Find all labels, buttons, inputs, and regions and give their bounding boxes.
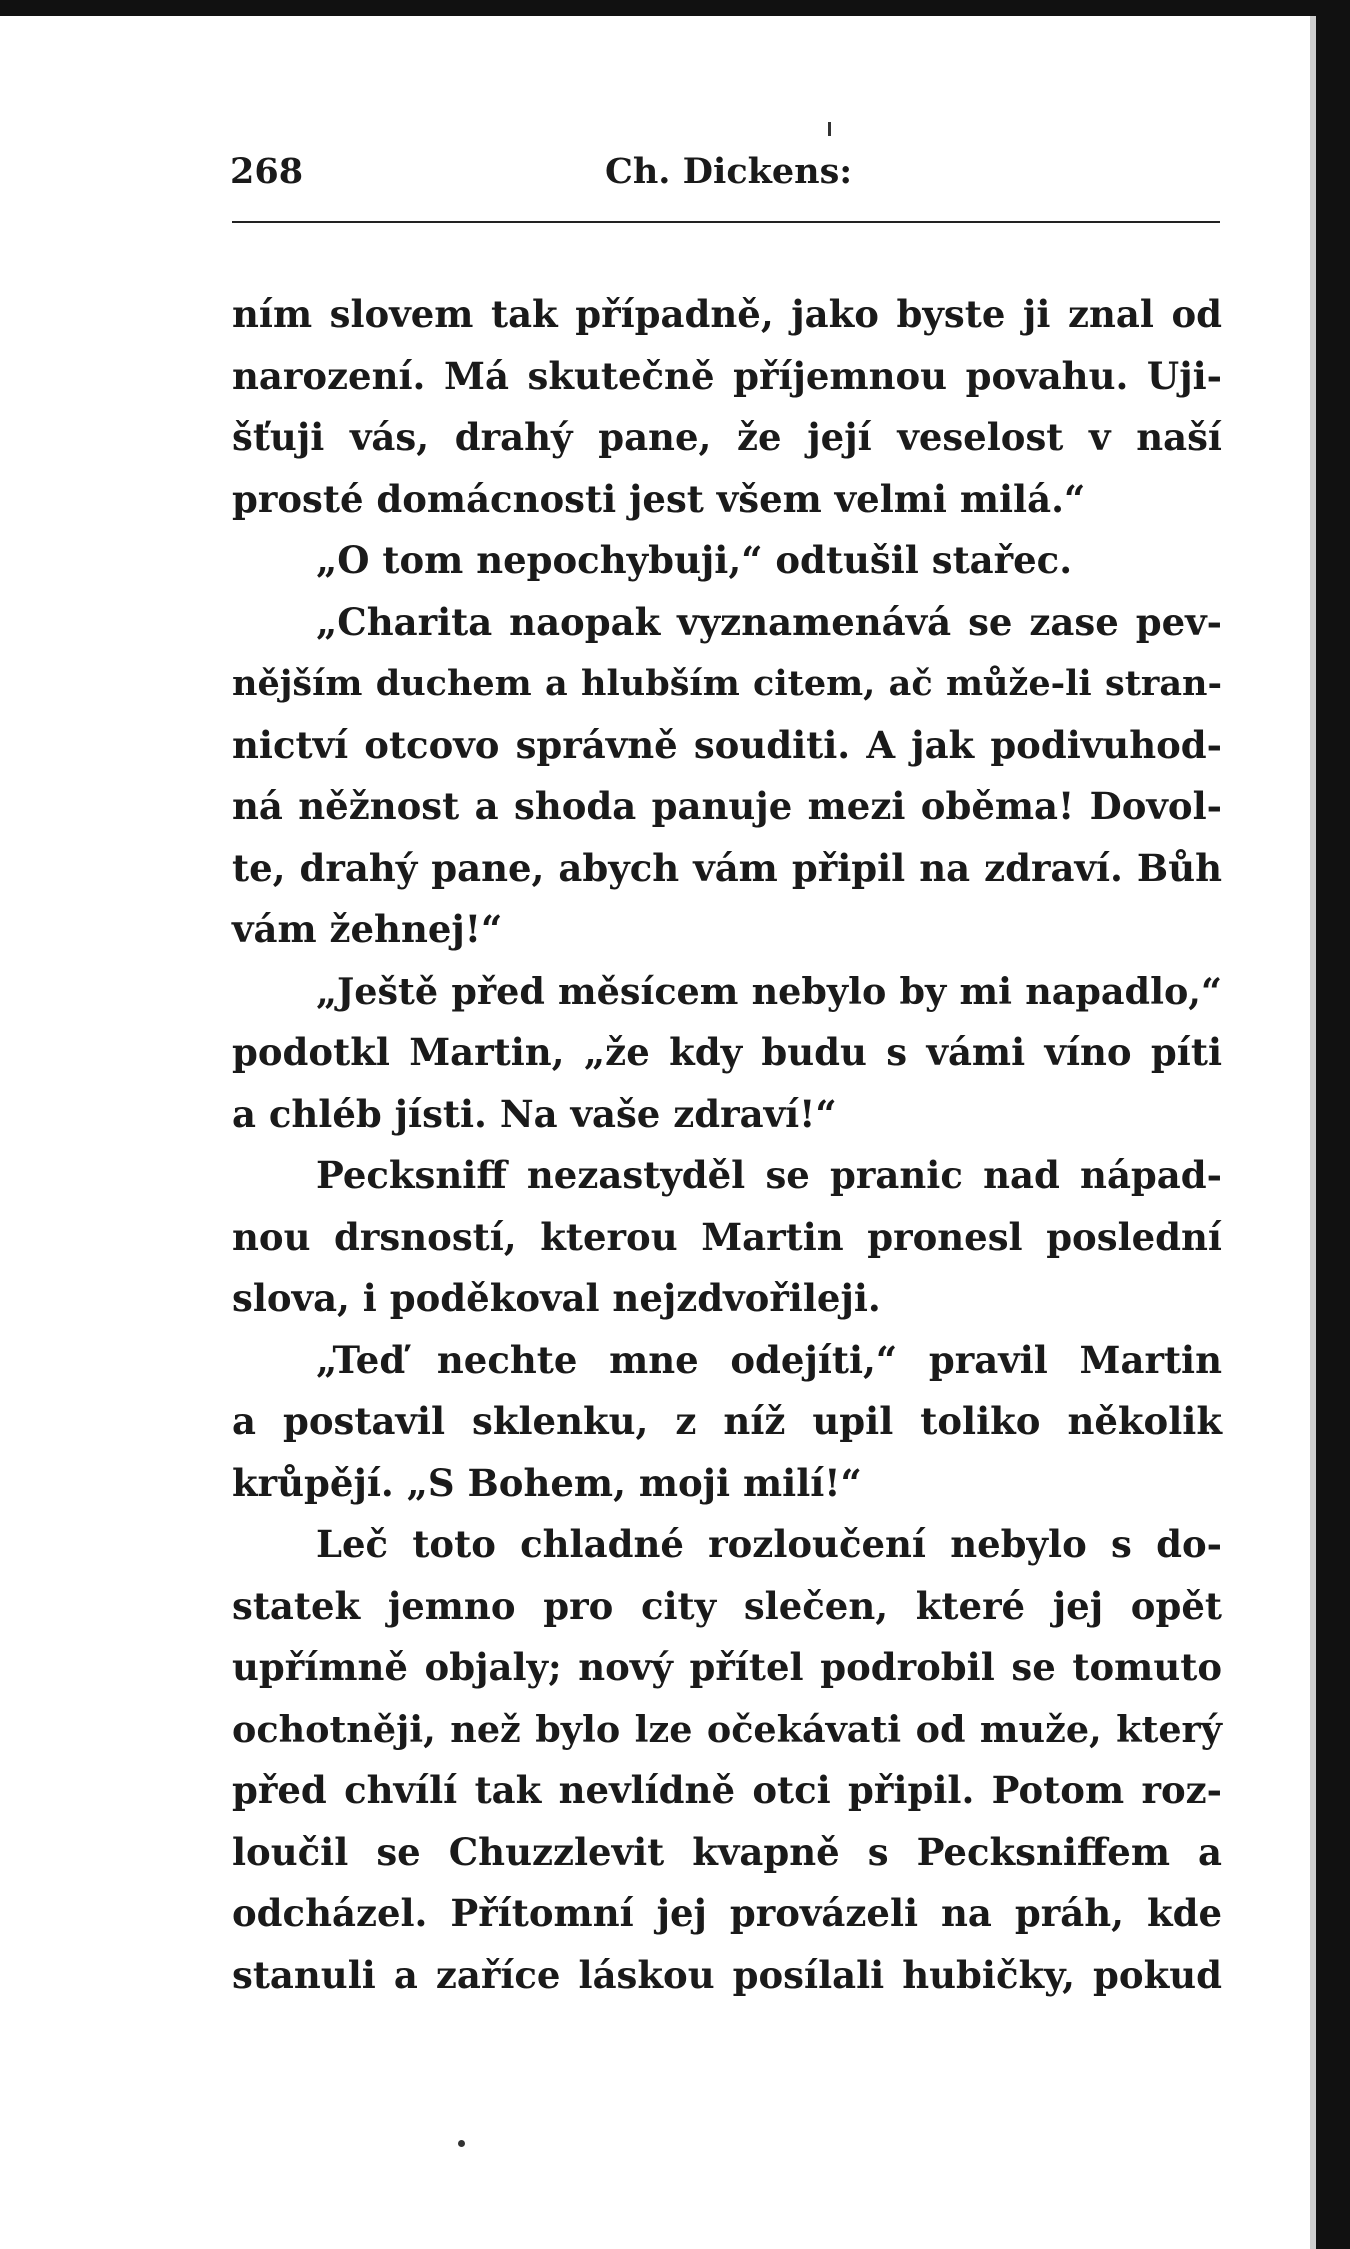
scan-speck — [828, 122, 831, 136]
text-line: odcházel. Přítomní jej provázeli na práh, kde — [232, 1891, 1222, 1935]
text-line: vám žehnej!“ — [232, 907, 503, 951]
scan-speck — [458, 2140, 465, 2147]
text-line: Leč toto chladné rozloučení nebylo s do- — [316, 1522, 1222, 1566]
page-header — [230, 150, 1220, 210]
scan-border-right — [1316, 0, 1350, 2249]
scan-border-top — [0, 0, 1350, 16]
text-line: ochotněji, než bylo lze očekávati od muže, který — [232, 1707, 1222, 1751]
body-text — [232, 284, 1222, 2006]
text-line: te, drahý pane, abych vám připil na zdraví. Bůh — [232, 845, 1222, 890]
text-line: statek jemno pro city slečen, které jej opět — [232, 1583, 1222, 1628]
text-line: nou drsností, kterou Martin pronesl poslední — [232, 1214, 1222, 1259]
text-line: a chléb jísti. Na vaše zdraví!“ — [232, 1091, 837, 1136]
text-line: loučil se Chuzzlevit kvapně s Pecksniffem a — [232, 1829, 1222, 1874]
text-line: „Teď nechte mne odejíti,“ pravil Martin — [316, 1337, 1222, 1382]
text-line: nějším duchem a hlubším citem, ač může-li stran- — [232, 663, 1222, 704]
text-line: upřímně objaly; nový přítel podrobil se tomuto — [232, 1645, 1222, 1689]
text-line: Pecksniff nezastyděl se pranic nad nápad- — [316, 1153, 1222, 1197]
text-line: šťuji vás, drahý pane, že její veselost v naší — [232, 415, 1222, 459]
text-line: „Charita naopak vyznamenává se zase pev- — [316, 599, 1222, 644]
text-line: narození. Má skutečně příjemnou povahu. Uji- — [232, 353, 1222, 398]
page-edge-shadow — [1310, 16, 1316, 2249]
text-line: slova, i poděkoval nejzdvořileji. — [232, 1276, 881, 1320]
text-line: podotkl Martin, „že kdy budu s vámi víno píti — [232, 1030, 1222, 1074]
text-line: „Ještě před měsícem nebylo by mi napadlo,“ — [316, 969, 1222, 1013]
text-line: prosté domácnosti jest všem velmi milá.“ — [232, 476, 1086, 521]
text-line: před chvílí tak nevlídně otci připil. Potom roz- — [232, 1768, 1222, 1812]
text-line: nictví otcovo správně souditi. A jak podivuhod- — [232, 722, 1222, 767]
text-line: ná něžnost a shoda panuje mezi oběma! Dovol- — [232, 784, 1222, 828]
text-line: „O tom nepochybuji,“ odtušil stařec. — [316, 538, 1073, 582]
text-line: a postavil sklenku, z níž upil toliko několik — [232, 1399, 1222, 1443]
text-line: krůpějí. „S Bohem, moji milí!“ — [232, 1460, 862, 1505]
text-line: stanuli a zaříce láskou posílali hubičky, pokud — [232, 1952, 1222, 1997]
running-head: Ch. Dickens: — [605, 151, 853, 192]
header-rule — [232, 221, 1220, 223]
text-line: ním slovem tak případně, jako byste ji znal od — [232, 292, 1222, 336]
page-number: 268 — [230, 151, 304, 192]
